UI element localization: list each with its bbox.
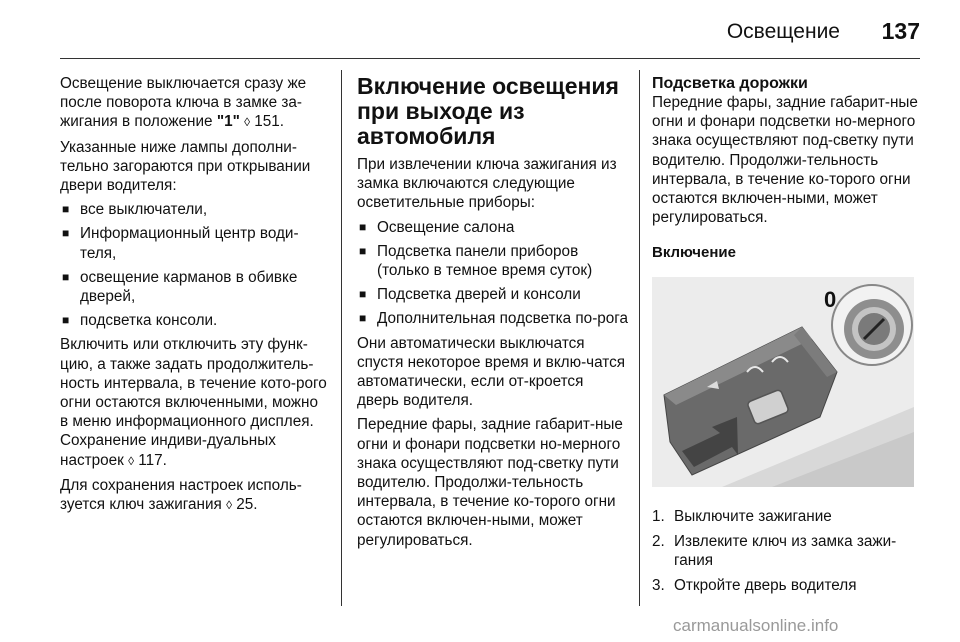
list-item: ■ все выключатели, bbox=[60, 200, 330, 219]
paragraph: При извлечении ключа зажигания из замка включаются следующие осветительные приборы: bbox=[357, 156, 617, 212]
paragraph: Передние фары, задние габарит-ные огни и фонари подсветки но-мерного знака осуществляют под-светку пути водителю. Продолжи-тельность интервала, в течение ко-торого огни остаются включен-ными, может регулироваться. bbox=[652, 94, 918, 227]
column-divider bbox=[639, 70, 640, 606]
list-item: ■ Дополнительная подсветка по-рога bbox=[357, 309, 629, 328]
paragraph: Для сохранения настроек исполь-зуется ключ зажигания ◊ 25. bbox=[60, 476, 302, 514]
column-2 bbox=[357, 74, 629, 555]
subsection-heading: Включение bbox=[652, 244, 736, 262]
bullet-list bbox=[60, 200, 330, 330]
step-item bbox=[652, 532, 924, 570]
paragraph: Включить или отключить эту функ-цию, а также задать продолжитель-ность интервала, в течение кото-рого огни остаются включенными, можно в меню информационного дисплея. Сохранение индиви-дуальных настроек ◊ 117. bbox=[60, 336, 327, 469]
page-reference-link[interactable]: 117. bbox=[138, 451, 167, 469]
paragraph: Освещение выключается сразу же после поворота ключа в замке за-жигания в положение "1" ◊ 151. bbox=[60, 75, 307, 131]
section-title: Освещение bbox=[726, 20, 840, 43]
list-item: ■ Подсветка панели приборов (только в темное время суток) bbox=[357, 242, 629, 280]
reference-icon: ◊ bbox=[226, 498, 232, 513]
step-text: Откройте дверь водителя bbox=[674, 577, 857, 595]
step-number: 2. bbox=[652, 532, 665, 550]
column-3 bbox=[652, 74, 924, 601]
paragraph: Они автоматически выключатся спустя некоторое время и вклю-чатся автоматически, если от-кроется дверь водителя. bbox=[357, 334, 626, 410]
list-item: ■ освещение карманов в обивке дверей, bbox=[60, 268, 330, 306]
section-heading: Включение освещения при выходе из автомобиля bbox=[357, 73, 619, 149]
stalk-illustration-svg bbox=[652, 277, 914, 487]
page-number: 137 bbox=[881, 18, 920, 44]
watermark: carmanualsonline.info bbox=[673, 616, 839, 635]
step-number: 1. bbox=[652, 507, 665, 525]
ignition-switch-illustration bbox=[652, 277, 914, 487]
reference-icon: ◊ bbox=[244, 115, 251, 130]
step-item bbox=[652, 576, 924, 595]
page-header bbox=[0, 0, 960, 66]
paragraph: Передние фары, задние габарит-ные огни и фонари подсветки но-мерного знака осуществляют под-светку пути водителю. Продолжи-тельность интервала, в течение ко-торого огни остаются включен-ными, может регулироваться. bbox=[357, 416, 623, 549]
column-1 bbox=[60, 74, 330, 520]
subsection-heading: Подсветка дорожки bbox=[652, 75, 808, 92]
paragraph: Указанные ниже лампы дополни-тельно загораются при открывании двери водителя: bbox=[60, 138, 311, 195]
list-item: ■ Подсветка дверей и консоли bbox=[357, 285, 629, 304]
list-item: ■ подсветка консоли. bbox=[60, 311, 330, 330]
step-text: Извлеките ключ из замка зажи-гания bbox=[674, 532, 897, 570]
list-item: ■ Освещение салона bbox=[357, 218, 629, 237]
numbered-steps bbox=[652, 507, 924, 596]
bullet-list bbox=[357, 218, 629, 329]
step-text: Выключите зажигание bbox=[674, 507, 832, 525]
page-reference-link[interactable]: 151. bbox=[254, 113, 285, 131]
reference-icon: ◊ bbox=[128, 453, 135, 468]
list-item: ■ Информационный центр води-теля, bbox=[60, 224, 330, 262]
page-reference-link[interactable]: 25. bbox=[236, 496, 258, 514]
step-item bbox=[652, 507, 924, 526]
step-number: 3. bbox=[652, 577, 665, 595]
position-label: 0 bbox=[824, 286, 837, 312]
column-divider bbox=[341, 70, 342, 606]
header-rule bbox=[60, 58, 920, 59]
